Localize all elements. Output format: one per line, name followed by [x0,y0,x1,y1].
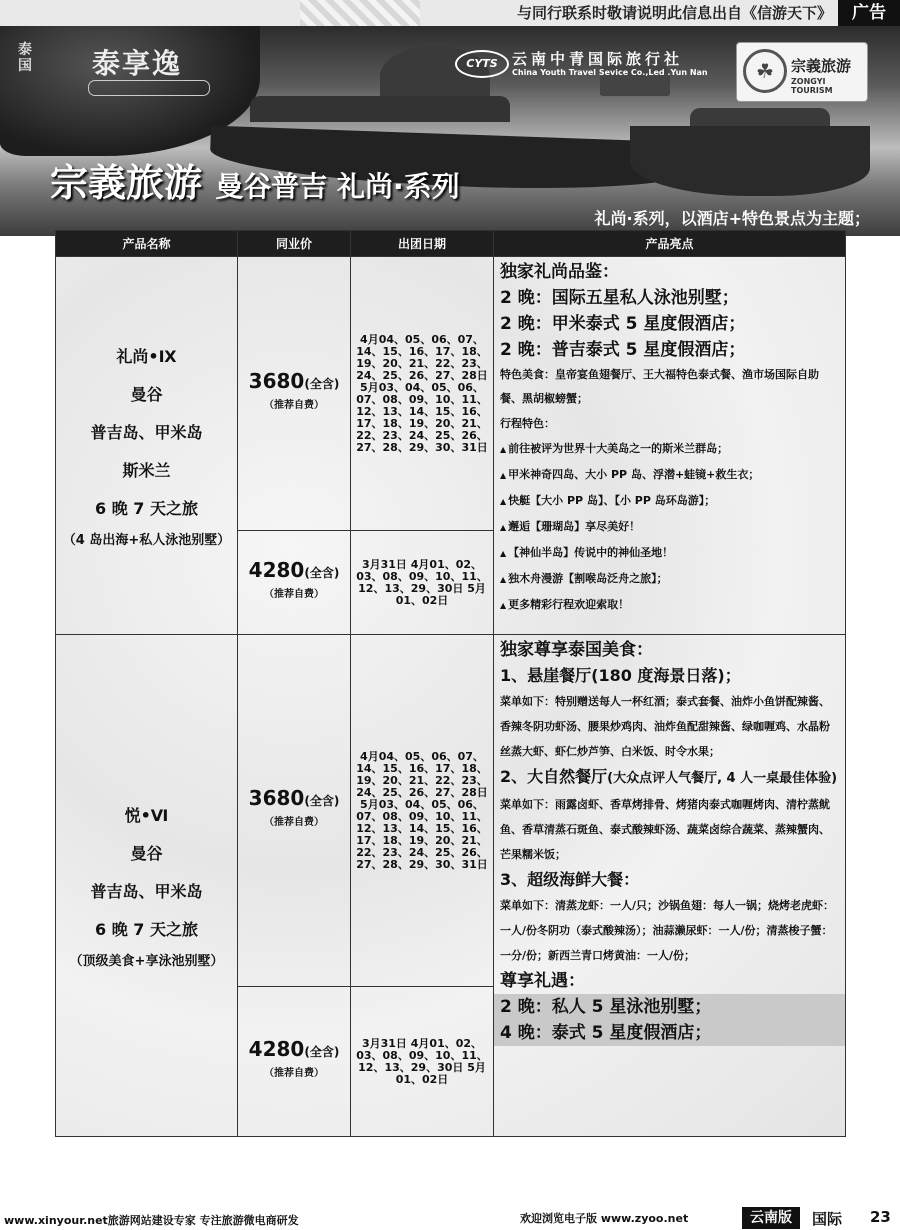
departure-dates: 4月04、05、06、07、14、15、16、17、18、19、20、21、22、23、24、25、26、27、28日 5月03、04、05、06、07、08、09、10、11、12、13、14、15、16、17、18、19、20、21、22、23、24、25、26、27、28、29、30、31日 [351,257,494,531]
price-inclusive: (全含) [304,1044,340,1059]
trip-bullet: ▲ 前往被评为世界十大美岛之一的斯米兰群岛； [500,436,839,462]
partner-english: ZONGYI TOURISM [791,77,833,95]
highlights-title: 独家礼尚品鉴： [500,262,619,282]
trip-feature-label: 行程特色： [500,417,555,430]
table-row [56,257,846,531]
price-recommend: （推荐自费） [264,399,324,411]
footprint-icon: ☘ [743,49,787,93]
product-name-cell [56,257,238,635]
boat-canopy-right [690,108,830,128]
departure-dates: 4月04、05、06、07、14、15、16、17、18、19、20、21、22、23、24、25、26、27、28日 5月03、04、05、06、07、08、09、10、11、12、13、14、15、16、17、18、19、20、21、22、23、24、25、26、27、28、29、30、31日 [351,635,494,987]
price-cell [238,987,351,1137]
agency-name: 云南中青国际旅行社 [512,50,684,68]
price-cell [238,531,351,635]
hotel-line: 2 晚：普吉泰式 5 星度假酒店； [500,340,746,360]
boat-canopy [250,96,510,122]
trip-bullet: ▲ 独木舟漫游【割喉岛泛舟之旅】； [500,566,839,592]
product-code: 悦•Ⅵ [124,805,169,825]
top-strip [0,0,900,26]
brand-bar [88,80,210,96]
product-duration: 6 晚 7 天之旅 [95,498,198,518]
restaurant-1-menu: 菜单如下：特别赠送每人一杯红酒；泰式套餐、油炸小鱼饼配辣酱、香辣冬阴功虾汤、腰果炒鸡肉、油炸鱼配甜辣酱、绿咖喱鸡、水晶粉丝蒸大虾、虾仁炒芦笋、白米饭、时令水果； [500,695,830,758]
footer-left-text: www.xinyour.net旅游网站建设专家 专注旅游微电商研发 [4,1214,299,1227]
product-islands: 普吉岛、甲米岛 [90,422,203,442]
restaurant-3-menu: 菜单如下：清蒸龙虾：一人/只；沙锅鱼翅：每人一锅；烧烤老虎虾：一人/份冬阴功（泰式酸辣汤）；油蒜濑尿虾：一人/份；清蒸梭子蟹：一分/份；新西兰青口烤黄油：一人/份； [500,899,835,962]
header-highlights: 产品亮点 [494,231,846,257]
header-price: 同业价 [238,231,351,257]
price-cell [238,257,351,531]
product-islands: 普吉岛、甲米岛 [90,881,203,901]
header-product-name: 产品名称 [56,231,238,257]
trip-bullet: ▲ 快艇【大小 PP 岛】、【小 PP 岛环岛游】； [500,488,839,514]
restaurant-2-title: 2、大自然餐厅 [500,767,608,786]
price-value: 4280 [248,1036,305,1061]
food-feature: 特色美食：皇帝宴鱼翅餐厅、王大福特色泰式餐、渔市场国际自助餐、黑胡椒螃蟹； [500,368,819,405]
departure-dates: 3月31日 4月01、02、03、08、09、10、11、12、13、29、30日 5月01、02日 [351,531,494,635]
product-note: （顶级美食+享泳池别墅） [69,953,224,969]
partner-logo [736,42,868,102]
product-islands-extra: 斯米兰 [122,460,171,480]
product-duration: 6 晚 7 天之旅 [95,919,198,939]
restaurant-1-title: 1、悬崖餐厅(180 度海景日落)； [500,666,741,685]
price-inclusive: (全含) [304,565,340,580]
vip-title: 尊享礼遇： [500,971,585,991]
restaurant-2 [500,764,839,792]
trip-bullet: ▲ 邂逅【珊瑚岛】享尽美好！ [500,514,839,540]
partner-name: 宗義旅游 [791,57,852,75]
product-city: 曼谷 [130,843,163,863]
cyts-logo-icon: CYTS [455,50,509,78]
table-row [56,635,846,987]
title-sub: 曼谷普吉 礼尚·系列 [215,170,460,203]
product-table [55,230,846,1137]
price-recommend: （推荐自费） [264,816,324,828]
edition-tag: 云南版 [742,1207,800,1229]
footer-website: 欢迎浏览电子版 www.zyoo.net [520,1212,689,1225]
vip-item: 4 晚：泰式 5 星度假酒店； [494,1020,845,1046]
page-number: 23 [870,1208,891,1226]
price-value: 4280 [248,557,305,582]
price-value: 3680 [248,785,305,810]
section-label: 国际 [812,1210,843,1228]
brand-main-text: 泰享逸 [92,47,183,80]
price-value: 3680 [248,368,305,393]
trip-bullet: ▲ 甲米神奇四岛、大小 PP 岛、浮潜+蛙镜+救生衣； [500,462,839,488]
page-title [50,158,610,208]
agency-english: China Youth Travel Sevice Co.,Led .Yun Nan [512,68,708,77]
product-code: 礼尚•Ⅸ [116,346,177,366]
highlights-cell [494,635,846,1137]
vip-item: 2 晚：私人 5 星泳池别墅； [494,994,845,1020]
hotel-line: 2 晚：国际五星私人泳池别墅； [500,288,739,308]
highlights-cell [494,257,846,635]
header-dates: 出团日期 [351,231,494,257]
price-recommend: （推荐自费） [264,1067,324,1079]
highlights-title: 独家尊享泰国美食： [500,640,653,660]
title-main: 宗義旅游 [50,161,203,205]
series-note: 礼尚·系列，以酒店+特色景点为主题； [594,209,870,228]
footer [0,1190,900,1230]
product-city: 曼谷 [130,384,163,404]
trip-bullet: ▲ 【神仙半岛】传说中的神仙圣地！ [500,540,839,566]
longtail-boat-right [630,126,870,196]
ad-tag: 广告 [838,0,900,26]
restaurant-2-menu: 菜单如下：雨露卤虾、香草烤排骨、烤猪肉泰式咖喱烤肉、清柠蒸鱿鱼、香草清蒸石斑鱼、泰式酸辣虾汤、蔬菜卤综合蔬菜、蒸辣蟹肉、芒果糯米饭； [500,798,830,861]
trip-bullet: ▲ 更多精彩行程欢迎索取！ [500,592,839,618]
product-note: （4 岛出海+私人泳池别墅） [62,532,231,548]
brand-logo [18,36,208,86]
restaurant-2-paren: (大众点评人气餐厅, 4 人一桌最佳体验) [607,771,838,786]
checker-pattern [300,0,420,26]
hotel-line: 2 晚：甲米泰式 5 星度假酒店； [500,314,746,334]
source-notice: 与同行联系时敬请说明此信息出自《信游天下》 [516,4,832,22]
brand-small-text: 泰国 [18,42,34,74]
price-recommend: （推荐自费） [264,588,324,600]
price-inclusive: (全含) [304,376,340,391]
price-inclusive: (全含) [304,793,340,808]
table-header-row [56,231,846,257]
product-name-cell [56,635,238,1137]
departure-dates: 3月31日 4月01、02、03、08、09、10、11、12、13、29、30日 5月01、02日 [351,987,494,1137]
restaurant-3-title: 3、超级海鲜大餐： [500,870,640,889]
price-cell [238,635,351,987]
